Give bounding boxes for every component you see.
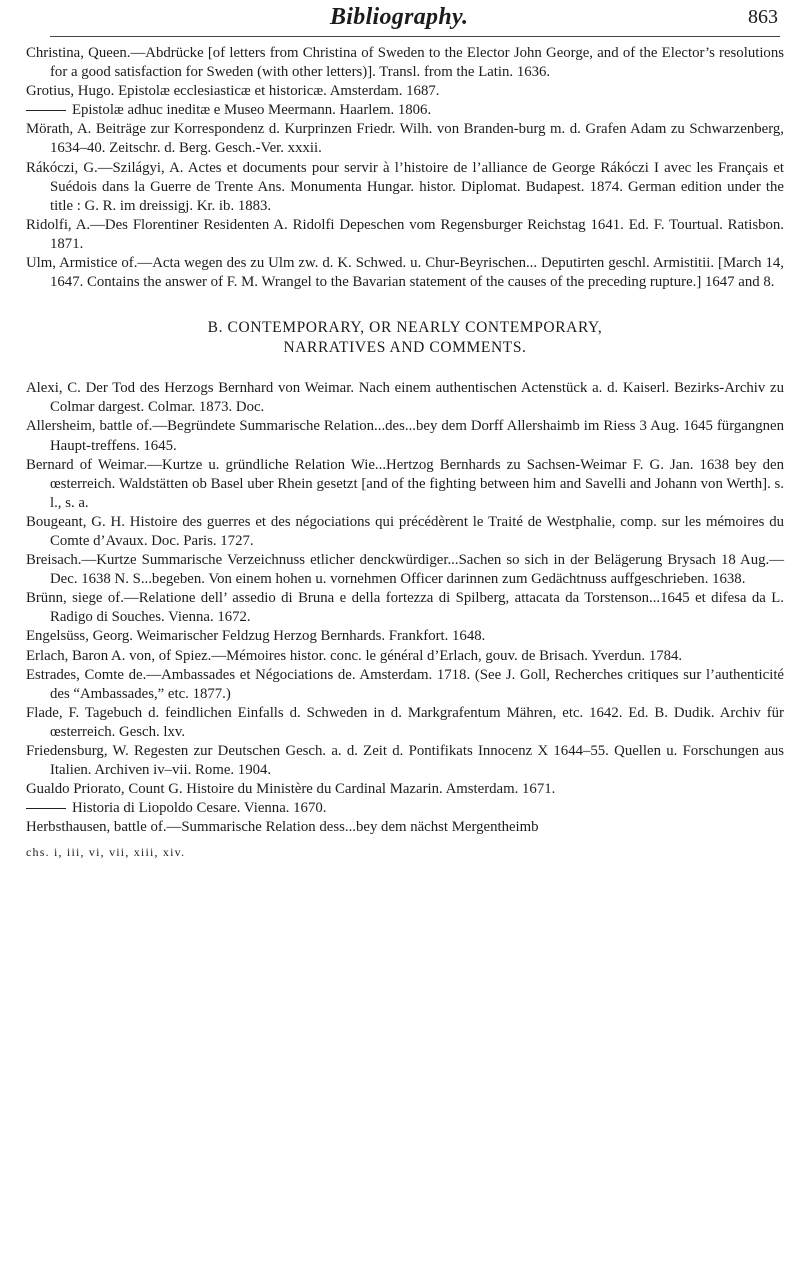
bib-entry: Rákóczi, G.—Szilágyi, A. Actes et documents pour servir à l’histoire de l’alliance de George Rákóczi I avec les Français et Suédois dans la Guerre de Trente Ans. Monumenta Hungar. histor. Diplomat. Budapest. 1874. German edition under the title : G. R. im dreissigj. Kr. ib. 1883. (26, 159, 784, 214)
bib-entry: Allersheim, battle of.—Begründete Summarische Relation...des...bey dem Dorff Allershaimb im Riess 3 Aug. 1645 fürgangnen Haupt-treffens. 1645. (26, 418, 784, 454)
bib-entry: Brünn, siege of.—Relatione dell’ assedio di Bruna e della fortezza di Spilberg, attacata da Torstenson...1645 et difesa da L. Radigo di Souches. Vienna. 1672. (26, 590, 784, 626)
bib-entry: Bernard of Weimar.—Kurtze u. gründliche Relation Wie...Hertzog Bernhards zu Sachsen-Weimar F. G. Jan. 1638 bey den œsterreich. Waldstätten ob Basel uber Rhein gesetzt [and of the fighting between him and Savelli and Johann von Werth]. s. l., s. a. (26, 456, 784, 511)
bib-entry: Ulm, Armistice of.—Acta wegen des zu Ulm zw. d. K. Schwed. u. Chur-Beyrischen... Deputirten geschl. Armistitii. [March 14, 1647. Contains the answer of F. M. Wrangel to the Bavarian statement of the causes of the preceding rupture.] 1647 and 8. (26, 255, 784, 291)
bib-entry: Flade, F. Tagebuch d. feindlichen Einfalls d. Schweden in d. Markgrafentum Mähren, etc. 1642. Ed. B. Dudik. Archiv für œsterreich. Gesch. lxv. (26, 704, 784, 740)
bibliography-list-a (26, 44, 784, 292)
running-head (0, 0, 800, 40)
ditto-dash (26, 110, 66, 111)
bib-entry-text: Epistolæ adhuc ineditæ e Museo Meermann. Haarlem. 1806. (72, 102, 432, 119)
ditto-dash (26, 808, 66, 809)
bib-entry-continuation (26, 799, 784, 818)
bib-entry: Alexi, C. Der Tod des Herzogs Bernhard von Weimar. Nach einem authentischen Actenstück a. d. Kaiserl. Bezirks-Archiv zu Colmar dargest. Colmar. 1873. Doc. (26, 380, 784, 416)
running-head-title: Bibliography. (330, 4, 469, 30)
bib-entry: Friedensburg, W. Regesten zur Deutschen Gesch. a. d. Zeit d. Pontifikats Innocenz X 1644–55. Quellen u. Forschungen aus Italien. Archiven iv–vii. Rome. 1904. (26, 743, 784, 779)
bib-entry: Breisach.—Kurtze Summarische Verzeichnuss etlicher denckwürdiger...Sachen so sich in der Belägerung Brysach 18 Aug.—Dec. 1638 N. S...begeben. Von einem hohen u. vornehmen Officer darinnen zum Gedächtnuss auffgeschrieben. 1638. (26, 552, 784, 588)
bib-entry: Bougeant, G. H. Histoire des guerres et des négociations qui précédèrent le Traité de Westphalie, comp. sur les mémoires du Comte d’Avaux. Doc. Paris. 1727. (26, 513, 784, 549)
bib-entry: Ridolfi, A.—Des Florentiner Residenten A. Ridolfi Depeschen vom Regensburger Reichstag 1641. Ed. F. Tourtual. Ratisbon. 1871. (26, 216, 784, 252)
section-heading (26, 318, 784, 357)
bib-entry: Gualdo Priorato, Count G. Histoire du Ministère du Cardinal Mazarin. Amsterdam. 1671. (26, 781, 556, 798)
section-heading-line-2: NARRATIVES AND COMMENTS. (283, 338, 527, 356)
bib-entry: Engelsüss, Georg. Weimarischer Feldzug Herzog Bernhards. Frankfort. 1648. (26, 628, 486, 645)
page-body (26, 44, 784, 863)
page-number: 863 (748, 6, 778, 28)
bib-entry-text: Historia di Liopoldo Cesare. Vienna. 1670. (72, 800, 327, 817)
bib-entry: Christina, Queen.—Abdrücke [of letters from Christina of Sweden to the Elector John George, and of the Elector’s resolutions for a good satisfaction for Sweden (with other letters)]. Transl. from the Latin. 1636. (26, 45, 784, 81)
section-heading-line-1: B. CONTEMPORARY, OR NEARLY CONTEMPORARY, (207, 319, 603, 337)
bib-entry: Mörath, A. Beiträge zur Korrespondenz d. Kurprinzen Friedr. Wilh. von Branden-burg m. d. Grafen Adam zu Schwarzenberg, 1634–40. Zeitschr. d. Berg. Gesch.-Ver. xxxii. (26, 121, 784, 157)
footer-signature: chs. i, iii, vi, vii, xiii, xiv. (26, 845, 186, 860)
header-rule (50, 36, 780, 37)
bib-entry: Herbsthausen, battle of.—Summarische Relation dess...bey dem nächst Mergentheimb (26, 819, 539, 836)
bib-entry-continuation (26, 101, 784, 120)
bib-entry: Erlach, Baron A. von, of Spiez.—Mémoires histor. conc. le général d’Erlach, gouv. de Brisach. Yverdun. 1784. (26, 647, 683, 664)
bib-entry: Estrades, Comte de.—Ambassades et Négociations de. Amsterdam. 1718. (See J. Goll, Recherches critiques sur l’authenticité des “Ambassades,” etc. 1877.) (26, 666, 784, 702)
bibliography-list-b (26, 379, 784, 837)
bib-entry: Grotius, Hugo. Epistolæ ecclesiasticæ et historicæ. Amsterdam. 1687. (26, 83, 440, 100)
